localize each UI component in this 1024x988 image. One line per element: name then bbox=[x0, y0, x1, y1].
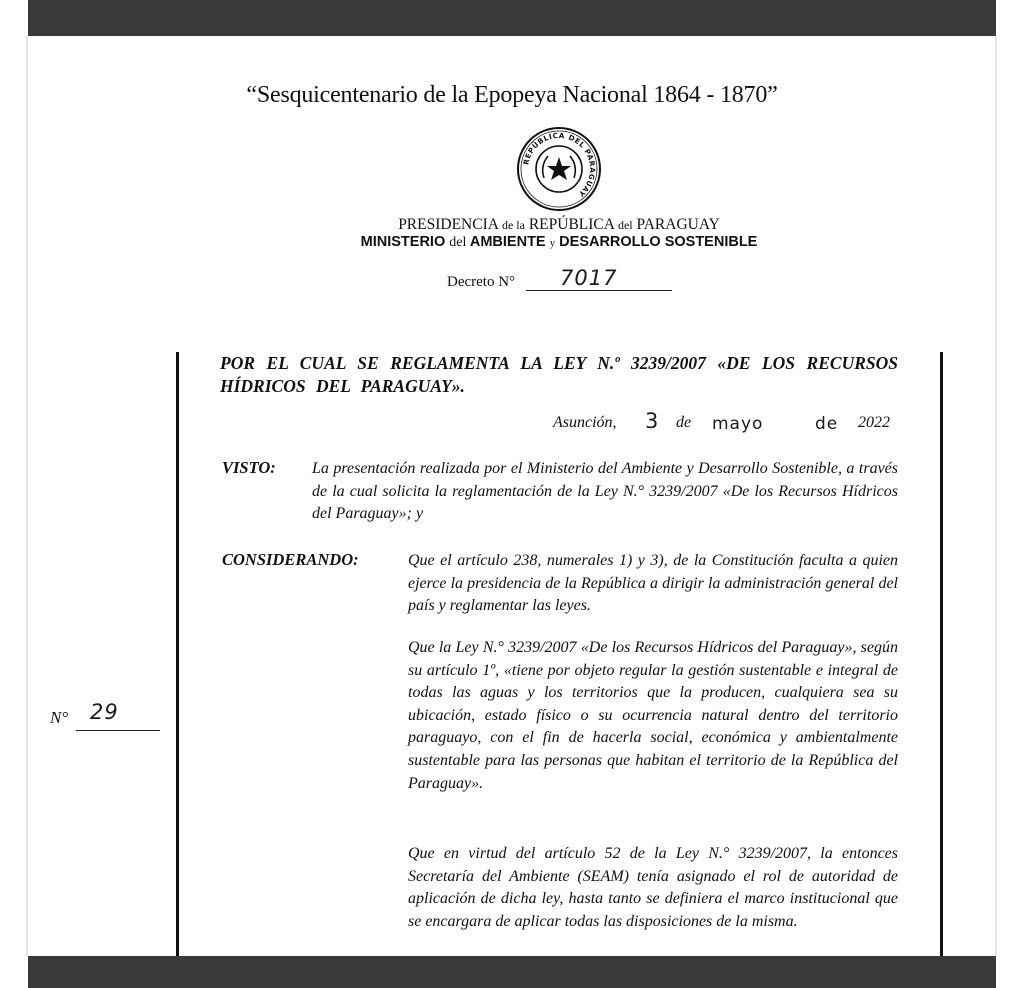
date-de-1: de bbox=[676, 414, 692, 431]
ministry-connector: del bbox=[449, 235, 467, 250]
considerando-paragraph-3: Que en virtud del artículo 52 de la Ley N.° 3239/2007, la entonces Secretaría del Ambiente (SEAM) tenía asignado el rol de autoridad de aplicación de dicha ley, hasta tanto se definiera el marco institucional que se encargara de aplicar todas las disposiciones de la misma. bbox=[408, 845, 898, 930]
page-left-edge bbox=[26, 36, 28, 956]
decree-number-line bbox=[526, 290, 672, 291]
date-month: mayo bbox=[712, 414, 764, 434]
presidency-connector: de la bbox=[501, 218, 525, 232]
decree-label: Decreto N° bbox=[447, 274, 516, 290]
national-seal-icon bbox=[516, 126, 602, 212]
header-motto: “Sesquicentenario de la Epopeya Nacional 1864 - 1870” bbox=[246, 82, 778, 108]
page-right-edge bbox=[995, 36, 997, 956]
visto-text: La presentación realizada por el Ministerio del Ambiente y Desarrollo Sostenible, a través de la cual solicita la reglamentación de la Ley N.° 3239/2007 «De los Recursos Hídricos del Paraguay»; y bbox=[312, 460, 898, 523]
bottom-dark-bar bbox=[28, 956, 996, 988]
and-connector: y bbox=[549, 237, 556, 249]
date-year: 2022 bbox=[858, 414, 890, 431]
ministry-line bbox=[0, 234, 1024, 251]
decree-title: POR EL CUAL SE REGLAMENTA LA LEY N.º 3239/2007 «DE LOS RECURSOS HÍDRICOS DEL PARAGUAY». bbox=[220, 353, 898, 396]
paraguay-word: PARAGUAY bbox=[636, 216, 720, 233]
ministry-word: MINISTERIO bbox=[360, 234, 446, 250]
considerando-paragraph-1: Que el artículo 238, numerales 1) y 3), de la Constitución faculta a quien ejerce la presidencia de la República a dirigir la administración general del país y reglamentar las leyes. bbox=[408, 552, 898, 615]
considerando-paragraph-2: Que la Ley N.° 3239/2007 «De los Recursos Hídricos del Paraguay», según su artículo 1º, «tiene por objeto regular la gestión sustentable e integral de todas las aguas y los territorios que la producen, cualquiera sea su ubicación, estado físico o su ocurrencia natural dentro del territorio paraguayo, con el fin de hacerla social, económica y ambientalmente sustentable para las personas que habitan el territorio de la República del Paraguay». bbox=[408, 639, 898, 792]
seal-text: REPÚBLICA DEL PARAGUAY bbox=[521, 130, 598, 199]
left-margin-rule bbox=[176, 352, 179, 956]
date-city: Asunción, bbox=[553, 414, 617, 431]
considerando-label: CONSIDERANDO: bbox=[222, 550, 359, 569]
visto-label: VISTO: bbox=[222, 458, 276, 477]
date-de-2: de bbox=[815, 414, 839, 434]
decree-number: 7017 bbox=[560, 266, 618, 290]
environment-word: AMBIENTE bbox=[469, 234, 546, 250]
margin-number: 29 bbox=[90, 700, 119, 724]
right-margin-rule bbox=[940, 352, 943, 956]
margin-number-line bbox=[76, 730, 160, 731]
date-day: 3 bbox=[645, 409, 660, 433]
presidency-line bbox=[0, 216, 1024, 234]
sustainable-development-word: DESARROLLO SOSTENIBLE bbox=[559, 234, 758, 250]
republic-word: REPÚBLICA bbox=[528, 216, 615, 233]
presidency-word: PRESIDENCIA bbox=[398, 216, 499, 233]
margin-number-label: N° bbox=[50, 708, 69, 727]
republic-connector: del bbox=[617, 218, 633, 232]
top-dark-bar bbox=[28, 0, 996, 36]
